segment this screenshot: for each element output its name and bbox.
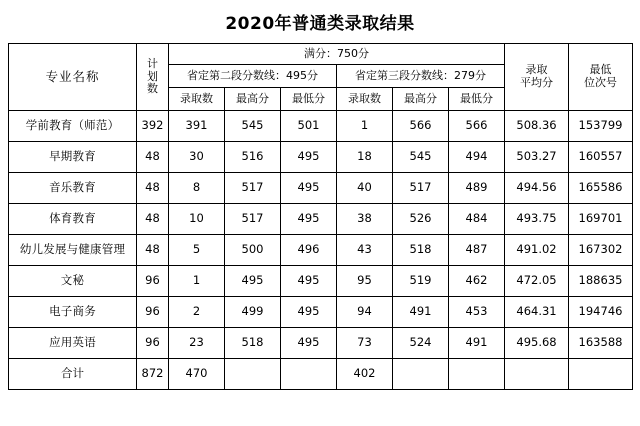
table-total-row xyxy=(9,359,633,390)
cell-seg2-low: 496 xyxy=(281,235,337,266)
cell-seg3-low: 484 xyxy=(449,204,505,235)
cell-seg2-high: 517 xyxy=(225,173,281,204)
cell-seg3-low: 462 xyxy=(449,266,505,297)
cell-seg2-low: 495 xyxy=(281,266,337,297)
cell-rank: 163588 xyxy=(569,328,633,359)
cell-seg3-high: 524 xyxy=(393,328,449,359)
cell-average: 464.31 xyxy=(505,297,569,328)
cell-seg3-high: 566 xyxy=(393,111,449,142)
header-plan-line2: 划 xyxy=(147,69,158,83)
cell-seg2-admitted: 5 xyxy=(169,235,225,266)
cell-total-rank xyxy=(569,359,633,390)
cell-seg3-low: 566 xyxy=(449,111,505,142)
header-rank-line2: 位次号 xyxy=(584,76,617,89)
cell-seg2-high: 545 xyxy=(225,111,281,142)
cell-seg2-admitted: 391 xyxy=(169,111,225,142)
table-row xyxy=(9,266,633,297)
cell-seg2-admitted: 2 xyxy=(169,297,225,328)
cell-major: 幼儿发展与健康管理 xyxy=(9,235,137,266)
header-seg3-highest: 最高分 xyxy=(393,88,449,111)
cell-seg2-admitted: 30 xyxy=(169,142,225,173)
header-plan xyxy=(137,44,169,111)
cell-major: 体育教育 xyxy=(9,204,137,235)
cell-seg2-admitted: 10 xyxy=(169,204,225,235)
cell-major: 文秘 xyxy=(9,266,137,297)
cell-total-seg3-admitted: 402 xyxy=(337,359,393,390)
cell-average: 495.68 xyxy=(505,328,569,359)
cell-seg3-high: 545 xyxy=(393,142,449,173)
cell-seg3-high: 519 xyxy=(393,266,449,297)
cell-total-label: 合计 xyxy=(9,359,137,390)
cell-total-seg3-high xyxy=(393,359,449,390)
cell-average: 472.05 xyxy=(505,266,569,297)
header-major: 专业名称 xyxy=(9,44,137,111)
cell-seg2-admitted: 1 xyxy=(169,266,225,297)
cell-seg3-low: 491 xyxy=(449,328,505,359)
cell-seg2-high: 495 xyxy=(225,266,281,297)
header-average-line1: 录取 xyxy=(525,63,548,77)
cell-seg3-admitted: 18 xyxy=(337,142,393,173)
table-row xyxy=(9,204,633,235)
cell-seg3-admitted: 1 xyxy=(337,111,393,142)
cell-seg2-high: 499 xyxy=(225,297,281,328)
cell-total-seg2-admitted: 470 xyxy=(169,359,225,390)
cell-rank: 160557 xyxy=(569,142,633,173)
cell-seg3-admitted: 73 xyxy=(337,328,393,359)
cell-seg2-high: 518 xyxy=(225,328,281,359)
cell-seg3-low: 494 xyxy=(449,142,505,173)
cell-total-average xyxy=(505,359,569,390)
cell-seg2-admitted: 8 xyxy=(169,173,225,204)
table-row xyxy=(9,328,633,359)
cell-average: 494.56 xyxy=(505,173,569,204)
cell-rank: 165586 xyxy=(569,173,633,204)
cell-rank: 188635 xyxy=(569,266,633,297)
admission-results-table xyxy=(8,43,633,390)
header-seg2-highest: 最高分 xyxy=(225,88,281,111)
cell-total-seg2-low xyxy=(281,359,337,390)
header-seg3-lowest: 最低分 xyxy=(449,88,505,111)
cell-seg2-admitted: 23 xyxy=(169,328,225,359)
cell-plan: 96 xyxy=(137,328,169,359)
cell-seg3-admitted: 38 xyxy=(337,204,393,235)
cell-plan: 48 xyxy=(137,204,169,235)
cell-seg2-low: 495 xyxy=(281,142,337,173)
cell-rank: 153799 xyxy=(569,111,633,142)
table-row xyxy=(9,235,633,266)
cell-major: 应用英语 xyxy=(9,328,137,359)
cell-seg2-low: 501 xyxy=(281,111,337,142)
cell-seg3-low: 487 xyxy=(449,235,505,266)
cell-seg3-low: 453 xyxy=(449,297,505,328)
cell-seg3-high: 518 xyxy=(393,235,449,266)
cell-seg3-admitted: 95 xyxy=(337,266,393,297)
cell-average: 493.75 xyxy=(505,204,569,235)
cell-total-plan: 872 xyxy=(137,359,169,390)
header-segment-3: 省定第三段分数线：279分 xyxy=(337,65,505,88)
cell-seg3-high: 517 xyxy=(393,173,449,204)
header-plan-line3: 数 xyxy=(147,82,158,96)
cell-seg3-admitted: 94 xyxy=(337,297,393,328)
table-header xyxy=(9,44,633,111)
cell-seg3-admitted: 40 xyxy=(337,173,393,204)
header-average xyxy=(505,44,569,111)
cell-seg3-admitted: 43 xyxy=(337,235,393,266)
header-row-1 xyxy=(9,44,633,65)
page-title: 2020年普通类录取结果 xyxy=(225,14,415,34)
cell-rank: 169701 xyxy=(569,204,633,235)
cell-major: 音乐教育 xyxy=(9,173,137,204)
cell-plan: 48 xyxy=(137,173,169,204)
header-plan-line1: 计 xyxy=(147,57,158,71)
table-row xyxy=(9,297,633,328)
cell-seg2-high: 516 xyxy=(225,142,281,173)
cell-average: 508.36 xyxy=(505,111,569,142)
header-average-line2: 平均分 xyxy=(520,76,553,89)
table-row xyxy=(9,142,633,173)
header-rank-line1: 最低 xyxy=(589,63,612,77)
cell-seg2-high: 517 xyxy=(225,204,281,235)
cell-rank: 194746 xyxy=(569,297,633,328)
cell-seg2-low: 495 xyxy=(281,328,337,359)
cell-plan: 392 xyxy=(137,111,169,142)
cell-seg2-high: 500 xyxy=(225,235,281,266)
header-full-score: 满分：750分 xyxy=(169,44,505,65)
cell-plan: 96 xyxy=(137,297,169,328)
cell-plan: 48 xyxy=(137,142,169,173)
cell-rank: 167302 xyxy=(569,235,633,266)
cell-seg3-high: 491 xyxy=(393,297,449,328)
header-segment-2: 省定第二段分数线：495分 xyxy=(169,65,337,88)
header-seg2-lowest: 最低分 xyxy=(281,88,337,111)
cell-plan: 48 xyxy=(137,235,169,266)
cell-major: 学前教育（师范） xyxy=(9,111,137,142)
cell-seg2-low: 495 xyxy=(281,173,337,204)
table-body xyxy=(9,111,633,390)
header-seg3-admitted: 录取数 xyxy=(337,88,393,111)
cell-plan: 96 xyxy=(137,266,169,297)
cell-seg3-low: 489 xyxy=(449,173,505,204)
table-row xyxy=(9,173,633,204)
cell-total-seg3-low xyxy=(449,359,505,390)
table-container xyxy=(0,43,640,390)
header-seg2-admitted: 录取数 xyxy=(169,88,225,111)
header-rank xyxy=(569,44,633,111)
cell-seg2-low: 495 xyxy=(281,204,337,235)
cell-seg2-low: 495 xyxy=(281,297,337,328)
table-row xyxy=(9,111,633,142)
cell-major: 早期教育 xyxy=(9,142,137,173)
cell-average: 491.02 xyxy=(505,235,569,266)
cell-total-seg2-high xyxy=(225,359,281,390)
cell-seg3-high: 526 xyxy=(393,204,449,235)
cell-major: 电子商务 xyxy=(9,297,137,328)
cell-average: 503.27 xyxy=(505,142,569,173)
